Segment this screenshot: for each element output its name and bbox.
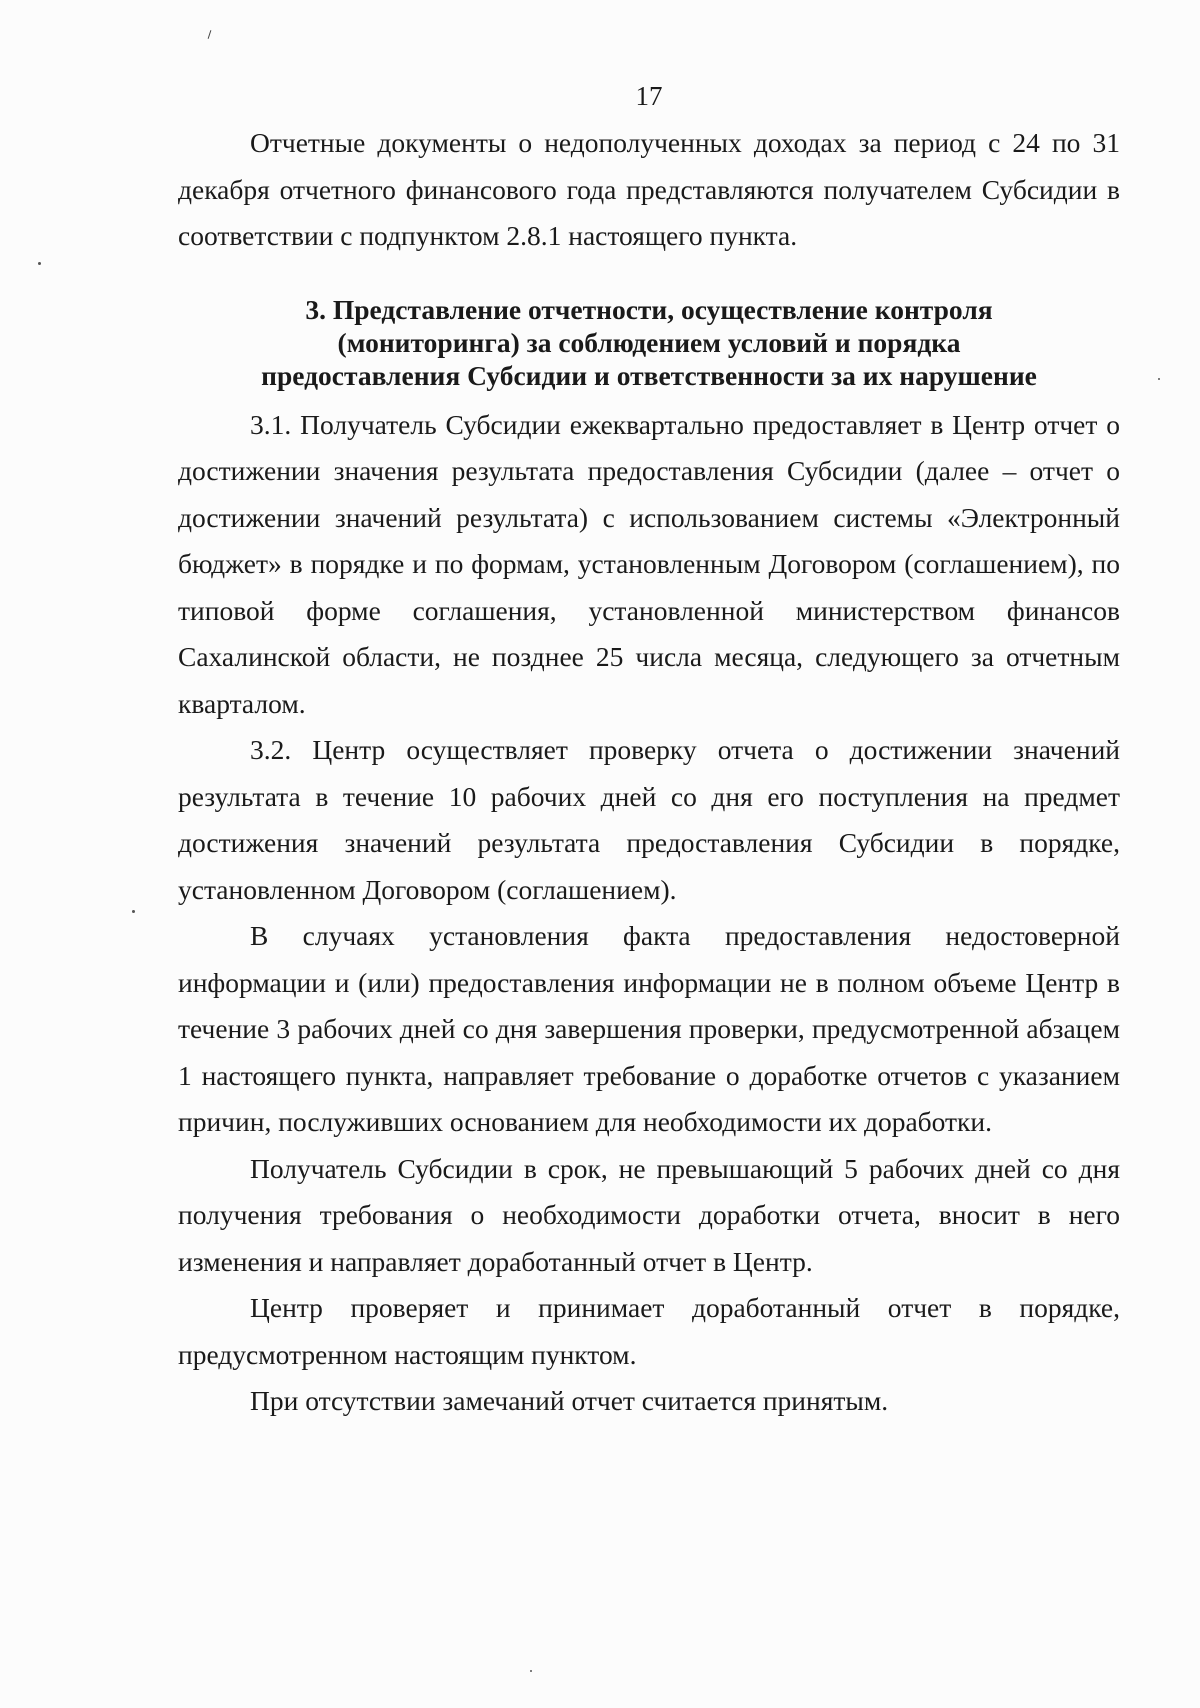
section-heading <box>178 293 1120 392</box>
paragraph-3-1: 3.1. Получатель Субсидии ежеквартально предоставляет в Центр отчет о достижении значения результата предоставления Субсидии (далее – отчет о достижении значений результата) с использованием системы «Электронный бюджет» в порядке и по формам, установленным Договором (соглашением), по типовой форме соглашения, установленной министерством финансов Сахалинской области, не позднее 25 числа месяца, следующего за отчетным кварталом. <box>178 408 1120 719</box>
paragraph-acceptance: При отсутствии замечаний отчет считается принятым. <box>250 1385 889 1416</box>
scan-speck <box>38 262 41 265</box>
paragraph-3-2: 3.2. Центр осуществляет проверку отчета о достижении значений результата в течение 10 рабочих дней со дня его поступления на предмет достижения значений результата предоставления Субсидии в порядке, установленном Договором (соглашением). <box>178 734 1120 905</box>
paragraph-inaccurate-info: В случаях установления факта предоставления недостоверной информации и (или) предоставления информации не в полном объеме Центр в течение 3 рабочих дней со дня завершения проверки, предусмотренной абзацем 1 настоящего пункта, направляет требование о доработке отчетов с указанием причин, послуживших основанием для необходимости их доработки. <box>178 920 1120 1137</box>
section-heading-line: 3. Представление отчетности, осуществление контроля <box>305 293 993 325</box>
page-number: 17 <box>635 81 663 111</box>
section-heading-line: предоставления Субсидии и ответственности за их нарушение <box>261 359 1037 391</box>
section-heading-line: (мониторинга) за соблюдением условий и порядка <box>337 326 961 358</box>
scan-speck <box>1158 378 1160 380</box>
scan-speck <box>530 1670 532 1672</box>
intro-paragraph: Отчетные документы о недополученных доходах за период с 24 по 31 декабря отчетного финансового года представляются получателем Субсидии в соответствии с подпунктом 2.8.1 настоящего пункта. <box>178 127 1120 251</box>
scan-mark <box>208 30 212 39</box>
paragraph-revision-deadline: Получатель Субсидии в срок, не превышающий 5 рабочих дней со дня получения требования о необходимости доработки отчета, вносит в него изменения и направляет доработанный отчет в Центр. <box>178 1152 1120 1277</box>
document-body <box>178 78 1120 1425</box>
scan-speck <box>132 910 135 913</box>
paragraph-center-review: Центр проверяет и принимает доработанный отчет в порядке, предусмотренном настоящим пунктом. <box>178 1292 1120 1370</box>
